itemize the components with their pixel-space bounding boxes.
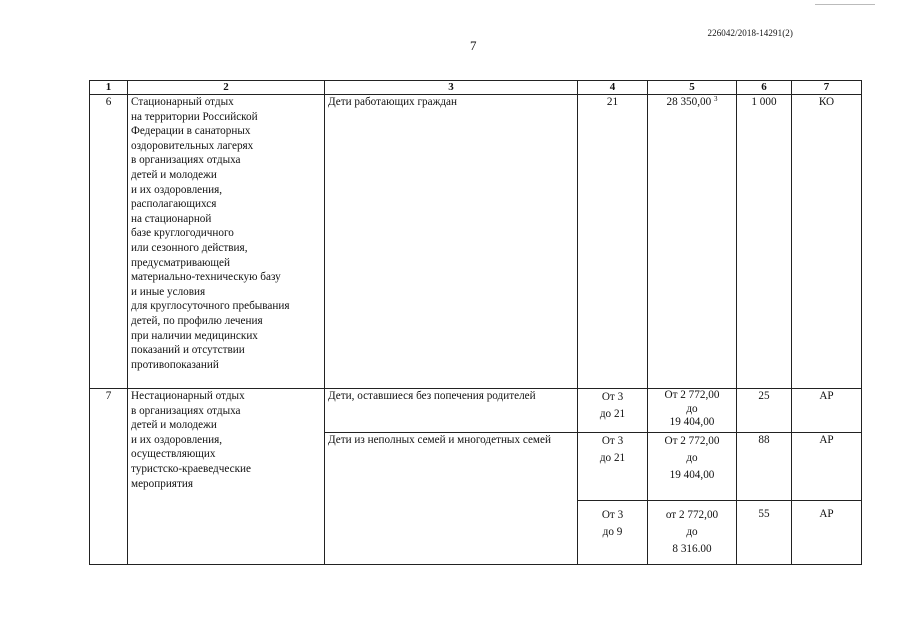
- row-days: 21: [578, 95, 648, 389]
- table-row-7a: [90, 389, 862, 433]
- description-lines: [131, 389, 321, 491]
- description-line: и их оздоровления,: [131, 183, 223, 196]
- description-line: и иные условия: [131, 285, 206, 298]
- cost-to-label: до: [686, 526, 698, 538]
- row-description: [128, 389, 325, 565]
- description-line: детей и молодежи: [131, 168, 217, 181]
- cost-value: 28 350,00: [666, 96, 712, 108]
- row-cost: [648, 433, 737, 501]
- description-line: показаний и отсутствии: [131, 344, 245, 357]
- row-cost: [648, 389, 737, 433]
- row-category: Дети из неполных семей и многодетных семей: [325, 433, 578, 565]
- row-code: КО: [792, 95, 862, 389]
- description-line: Стационарный отдых: [131, 96, 234, 108]
- row-number: 7: [90, 389, 128, 565]
- header-row: [90, 81, 862, 95]
- days-to: до 21: [599, 408, 626, 420]
- description-line: располагающихся: [131, 198, 217, 211]
- row-code: АР: [792, 389, 862, 433]
- cost-footnote: 3: [714, 95, 718, 103]
- description-line: мероприятия: [131, 477, 193, 490]
- description-line: при наличии медицинских: [131, 329, 258, 342]
- row-days: [578, 389, 648, 433]
- cost-to: 19 404,00: [669, 469, 715, 481]
- column-header-1: 1: [90, 81, 128, 95]
- description-line: и их оздоровления,: [131, 433, 223, 446]
- description-line: противопоказаний: [131, 358, 219, 371]
- cost-to: 8 316.00: [672, 543, 712, 555]
- row-quantity: 55: [737, 501, 792, 565]
- days-from: От 3: [601, 435, 624, 447]
- row-description: [128, 95, 325, 389]
- description-line: осуществляющих: [131, 448, 216, 461]
- row-category: Дети, оставшиеся без попечения родителей: [325, 389, 578, 433]
- column-header-5: 5: [648, 81, 737, 95]
- description-line: материально-техническую базу: [131, 271, 281, 284]
- row-number: 6: [90, 95, 128, 389]
- row-cost: [648, 95, 737, 389]
- description-line: предусматривающей: [131, 256, 230, 269]
- column-header-2: 2: [128, 81, 325, 95]
- description-line: детей и молодежи: [131, 419, 217, 432]
- cost-from: От 2 772,00: [664, 435, 720, 447]
- description-line: детей, по профилю лечения: [131, 314, 263, 327]
- description-line: в организациях отдыха: [131, 154, 241, 167]
- description-line: оздоровительных лагерях: [131, 139, 254, 152]
- days-from: От 3: [601, 509, 624, 521]
- page-number: 7: [470, 38, 477, 53]
- description-line: на стационарной: [131, 212, 212, 225]
- cost-to-label: до: [686, 452, 698, 464]
- benefits-table: [89, 80, 862, 565]
- days-to: до 9: [602, 526, 623, 538]
- column-header-4: 4: [578, 81, 648, 95]
- row-cost: [648, 501, 737, 565]
- row-quantity: 25: [737, 389, 792, 433]
- row-quantity: 88: [737, 433, 792, 501]
- cost-from: от 2 772,00: [665, 509, 719, 521]
- description-line: базе круглогодичного: [131, 227, 234, 240]
- scan-mark: [815, 4, 875, 5]
- row-days: [578, 501, 648, 565]
- description-lines: [131, 95, 321, 372]
- cost-to: 19 404,00: [669, 416, 715, 428]
- description-line: Нестационарный отдых: [131, 390, 245, 402]
- row-category: Дети работающих граждан: [325, 95, 578, 389]
- description-line: для круглосуточного пребывания: [131, 300, 290, 313]
- description-line: в организациях отдыха: [131, 404, 241, 417]
- table-row-6: [90, 95, 862, 389]
- row-code: АР: [792, 501, 862, 565]
- days-to: до 21: [599, 452, 626, 464]
- description-line: или сезонного действия,: [131, 241, 248, 254]
- row-days: [578, 433, 648, 501]
- description-line: на территории Российской: [131, 110, 258, 123]
- days-from: От 3: [601, 391, 624, 403]
- description-line: туристско-краеведческие: [131, 462, 251, 475]
- row-code: АР: [792, 433, 862, 501]
- cost-to-label: до: [686, 402, 698, 415]
- column-header-7: 7: [792, 81, 862, 95]
- cost-from: От 2 772,00: [664, 389, 720, 401]
- document-id: 226042/2018-14291(2): [707, 28, 793, 38]
- column-header-6: 6: [737, 81, 792, 95]
- description-line: Федерации в санаторных: [131, 125, 251, 138]
- row-quantity: 1 000: [737, 95, 792, 389]
- column-header-3: 3: [325, 81, 578, 95]
